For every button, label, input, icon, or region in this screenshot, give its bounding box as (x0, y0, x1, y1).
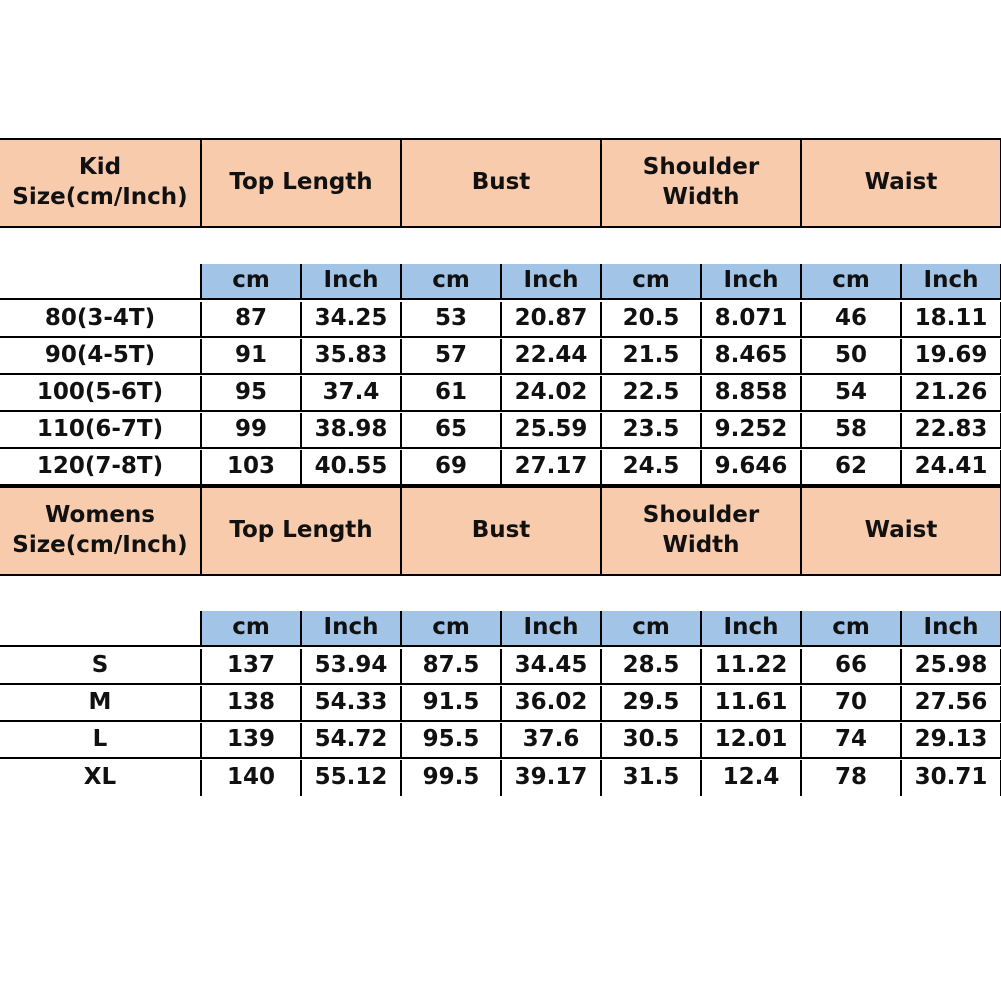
womens-value-cell: 27.56 (902, 686, 1001, 722)
womens-value-cell: 54.33 (302, 686, 402, 722)
womens-value-cell: 11.61 (702, 686, 802, 722)
womens-value-cell: 39.17 (502, 760, 602, 796)
womens-value-cell: 36.02 (502, 686, 602, 722)
womens-size-cell: S (0, 649, 202, 685)
womens-table-row (0, 649, 1001, 685)
womens-value-cell: 87.5 (402, 649, 502, 685)
kid-column-header: Top Length (202, 140, 402, 226)
womens-value-cell: 70 (802, 686, 902, 722)
kid-value-cell: 21.5 (602, 339, 702, 375)
womens-value-cell: 138 (202, 686, 302, 722)
womens-value-cell: 31.5 (602, 760, 702, 796)
kid-value-cell: 61 (402, 376, 502, 412)
kid-value-cell: 65 (402, 413, 502, 449)
womens-header-row (0, 486, 1001, 576)
kid-value-cell: 46 (802, 302, 902, 338)
womens-table-row (0, 686, 1001, 722)
kid-value-cell: 23.5 (602, 413, 702, 449)
kid-value-cell: 9.252 (702, 413, 802, 449)
kid-table-row (0, 302, 1001, 338)
kid-value-cell: 19.69 (902, 339, 1001, 375)
kid-unit-label: cm (602, 264, 702, 300)
womens-value-cell: 139 (202, 723, 302, 759)
womens-value-cell: 55.12 (302, 760, 402, 796)
kid-value-cell: 91 (202, 339, 302, 375)
womens-unit-row (0, 611, 1001, 647)
womens-value-cell: 74 (802, 723, 902, 759)
womens-value-cell: 34.45 (502, 649, 602, 685)
kid-size-cell: 90(4-5T) (0, 339, 202, 375)
womens-value-cell: 99.5 (402, 760, 502, 796)
kid-unit-label: cm (402, 264, 502, 300)
kid-value-cell: 53 (402, 302, 502, 338)
womens-unit-label: Inch (502, 611, 602, 647)
kid-value-cell: 22.83 (902, 413, 1001, 449)
womens-value-cell: 137 (202, 649, 302, 685)
womens-size-cell: XL (0, 760, 202, 796)
kid-unit-label: cm (202, 264, 302, 300)
womens-value-cell: 30.5 (602, 723, 702, 759)
womens-unit-label: Inch (302, 611, 402, 647)
kid-value-cell: 21.26 (902, 376, 1001, 412)
kid-value-cell: 38.98 (302, 413, 402, 449)
womens-table-row (0, 760, 1001, 796)
womens-value-cell: 54.72 (302, 723, 402, 759)
kid-value-cell: 9.646 (702, 450, 802, 486)
kid-table-row (0, 376, 1001, 412)
kid-table-row (0, 413, 1001, 449)
kid-column-header: Bust (402, 140, 602, 226)
womens-value-cell: 29.5 (602, 686, 702, 722)
kid-unit-blank (0, 264, 202, 300)
womens-table-row (0, 723, 1001, 759)
womens-unit-label: cm (802, 611, 902, 647)
kid-value-cell: 8.465 (702, 339, 802, 375)
kid-size-cell: 110(6-7T) (0, 413, 202, 449)
womens-column-header: Waist (802, 488, 1001, 574)
kid-value-cell: 20.87 (502, 302, 602, 338)
kid-value-cell: 20.5 (602, 302, 702, 338)
womens-column-header: Bust (402, 488, 602, 574)
kid-value-cell: 103 (202, 450, 302, 486)
womens-value-cell: 29.13 (902, 723, 1001, 759)
kid-value-cell: 8.071 (702, 302, 802, 338)
womens-value-cell: 11.22 (702, 649, 802, 685)
kid-value-cell: 62 (802, 450, 902, 486)
kid-unit-label: Inch (702, 264, 802, 300)
womens-unit-label: Inch (702, 611, 802, 647)
womens-value-cell: 95.5 (402, 723, 502, 759)
kid-value-cell: 37.4 (302, 376, 402, 412)
womens-value-cell: 25.98 (902, 649, 1001, 685)
kid-value-cell: 27.17 (502, 450, 602, 486)
kid-value-cell: 58 (802, 413, 902, 449)
kid-value-cell: 34.25 (302, 302, 402, 338)
kid-unit-row (0, 264, 1001, 300)
kid-value-cell: 24.41 (902, 450, 1001, 486)
kid-value-cell: 18.11 (902, 302, 1001, 338)
womens-unit-label: Inch (902, 611, 1001, 647)
kid-unit-label: Inch (502, 264, 602, 300)
womens-unit-label: cm (602, 611, 702, 647)
womens-size-cell: M (0, 686, 202, 722)
kid-size-cell: 100(5-6T) (0, 376, 202, 412)
kid-size-cell: 120(7-8T) (0, 450, 202, 486)
womens-value-cell: 78 (802, 760, 902, 796)
kid-value-cell: 57 (402, 339, 502, 375)
womens-value-cell: 53.94 (302, 649, 402, 685)
kid-value-cell: 50 (802, 339, 902, 375)
kid-table-row (0, 339, 1001, 375)
kid-unit-label: Inch (302, 264, 402, 300)
kid-value-cell: 24.02 (502, 376, 602, 412)
womens-column-header: Top Length (202, 488, 402, 574)
womens-value-cell: 12.4 (702, 760, 802, 796)
womens-value-cell: 12.01 (702, 723, 802, 759)
kid-value-cell: 54 (802, 376, 902, 412)
kid-size-header: Kid Size(cm/Inch) (0, 140, 202, 226)
kid-column-header: Waist (802, 140, 1001, 226)
womens-size-header: Womens Size(cm/Inch) (0, 488, 202, 574)
womens-value-cell: 66 (802, 649, 902, 685)
kid-value-cell: 25.59 (502, 413, 602, 449)
womens-value-cell: 30.71 (902, 760, 1001, 796)
kid-value-cell: 8.858 (702, 376, 802, 412)
womens-size-cell: L (0, 723, 202, 759)
kid-value-cell: 22.44 (502, 339, 602, 375)
womens-unit-blank (0, 611, 202, 647)
kid-value-cell: 24.5 (602, 450, 702, 486)
kid-header-row (0, 138, 1001, 228)
womens-value-cell: 37.6 (502, 723, 602, 759)
kid-value-cell: 22.5 (602, 376, 702, 412)
womens-value-cell: 91.5 (402, 686, 502, 722)
womens-unit-label: cm (202, 611, 302, 647)
womens-value-cell: 28.5 (602, 649, 702, 685)
kid-value-cell: 69 (402, 450, 502, 486)
kid-unit-label: cm (802, 264, 902, 300)
kid-column-header: Shoulder Width (602, 140, 802, 226)
kid-value-cell: 95 (202, 376, 302, 412)
womens-value-cell: 140 (202, 760, 302, 796)
kid-value-cell: 87 (202, 302, 302, 338)
kid-table-row (0, 450, 1001, 486)
kid-value-cell: 35.83 (302, 339, 402, 375)
kid-size-cell: 80(3-4T) (0, 302, 202, 338)
womens-column-header: Shoulder Width (602, 488, 802, 574)
womens-unit-label: cm (402, 611, 502, 647)
kid-value-cell: 99 (202, 413, 302, 449)
kid-value-cell: 40.55 (302, 450, 402, 486)
kid-unit-label: Inch (902, 264, 1001, 300)
